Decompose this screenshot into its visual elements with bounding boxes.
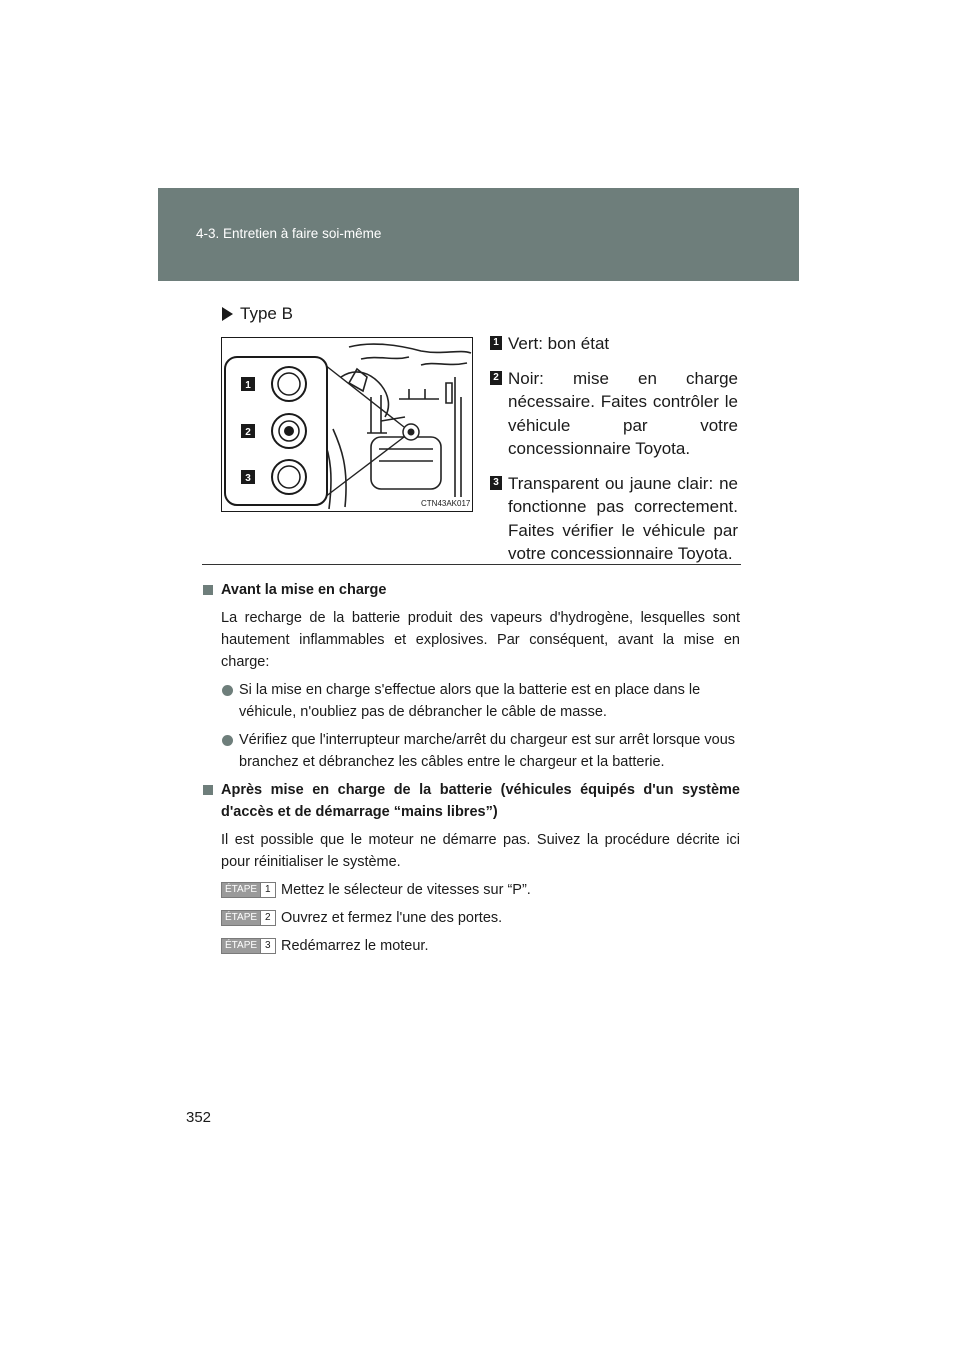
callout-1: 1: [245, 380, 251, 391]
callout-3: 3: [245, 473, 251, 484]
legend-text: Transparent ou jaune clair: ne fonctionne pas correctement. Faites vérifier le véhicule par votre concessionnaire Toyota.: [508, 473, 738, 563]
square-bullet-icon: [203, 785, 213, 795]
step-item: [203, 935, 740, 957]
indicator-inset: [225, 357, 327, 505]
circle-bullet-icon: [222, 685, 233, 696]
square-bullet-icon: [203, 585, 213, 595]
step-text: Mettez le sélecteur de vitesses sur “P”.: [281, 882, 531, 898]
section-divider: [202, 564, 741, 565]
type-label-text: Type B: [240, 304, 293, 323]
note-paragraph: La recharge de la batterie produit des vapeurs d'hydrogène, lesquelles sont hautement inflammables et explosives. Par conséquent, avant la mise en charge:: [221, 610, 740, 670]
legend-item: [490, 332, 738, 356]
step-item: [203, 907, 740, 929]
step-badge: ÉTAPE 1: [221, 882, 276, 898]
page-number: 352: [186, 1109, 212, 1126]
step-item: [203, 879, 740, 901]
step-badge: ÉTAPE 3: [221, 938, 276, 954]
circle-bullet-icon: [222, 735, 233, 746]
type-label: [222, 304, 293, 324]
triangle-icon: [222, 307, 233, 321]
note-heading-before-charge: Avant la mise en charge: [203, 579, 740, 601]
note-paragraph: Il est possible que le moteur ne démarre pas. Suivez la procédure décrite ici pour réinitialiser le système.: [221, 832, 740, 870]
notes-section: [203, 579, 740, 957]
legend-number-badge: 3: [490, 476, 502, 490]
figure-code: CTN43AK017: [421, 499, 471, 508]
legend-text: Vert: bon état: [508, 334, 610, 353]
callout-2: 2: [245, 427, 251, 438]
battery-illustration: [221, 337, 473, 512]
step-text: Ouvrez et fermez l'une des portes.: [281, 910, 503, 926]
battery-indicator-figure: [221, 337, 473, 512]
legend-text: Noir: mise en charge nécessaire. Faites contrôler le véhicule par votre concessionnaire Toyota.: [508, 368, 738, 458]
indicator-legend: [490, 332, 738, 577]
legend-item: [490, 367, 738, 461]
step-badge: ÉTAPE 2: [221, 910, 276, 926]
legend-number-badge: 1: [490, 336, 502, 350]
legend-item: [490, 472, 738, 566]
header-bar: [158, 188, 799, 281]
note-heading-after-charge: Après mise en charge de la batterie (véhicules équipés d'un système d'accès et de démarrage “mains libres”): [203, 779, 740, 823]
bullet-item: Vérifiez que l'interrupteur marche/arrêt du chargeur est sur arrêt lorsque vous branchez et débranchez les câbles entre le chargeur et la batterie.: [203, 729, 740, 773]
bullet-item: Si la mise en charge s'effectue alors que la batterie est en place dans le véhicule, n'oubliez pas de débrancher le câble de masse.: [203, 679, 740, 723]
section-title: 4-3. Entretien à faire soi-même: [196, 226, 382, 241]
legend-number-badge: 2: [490, 371, 502, 385]
step-text: Redémarrez le moteur.: [281, 938, 429, 954]
